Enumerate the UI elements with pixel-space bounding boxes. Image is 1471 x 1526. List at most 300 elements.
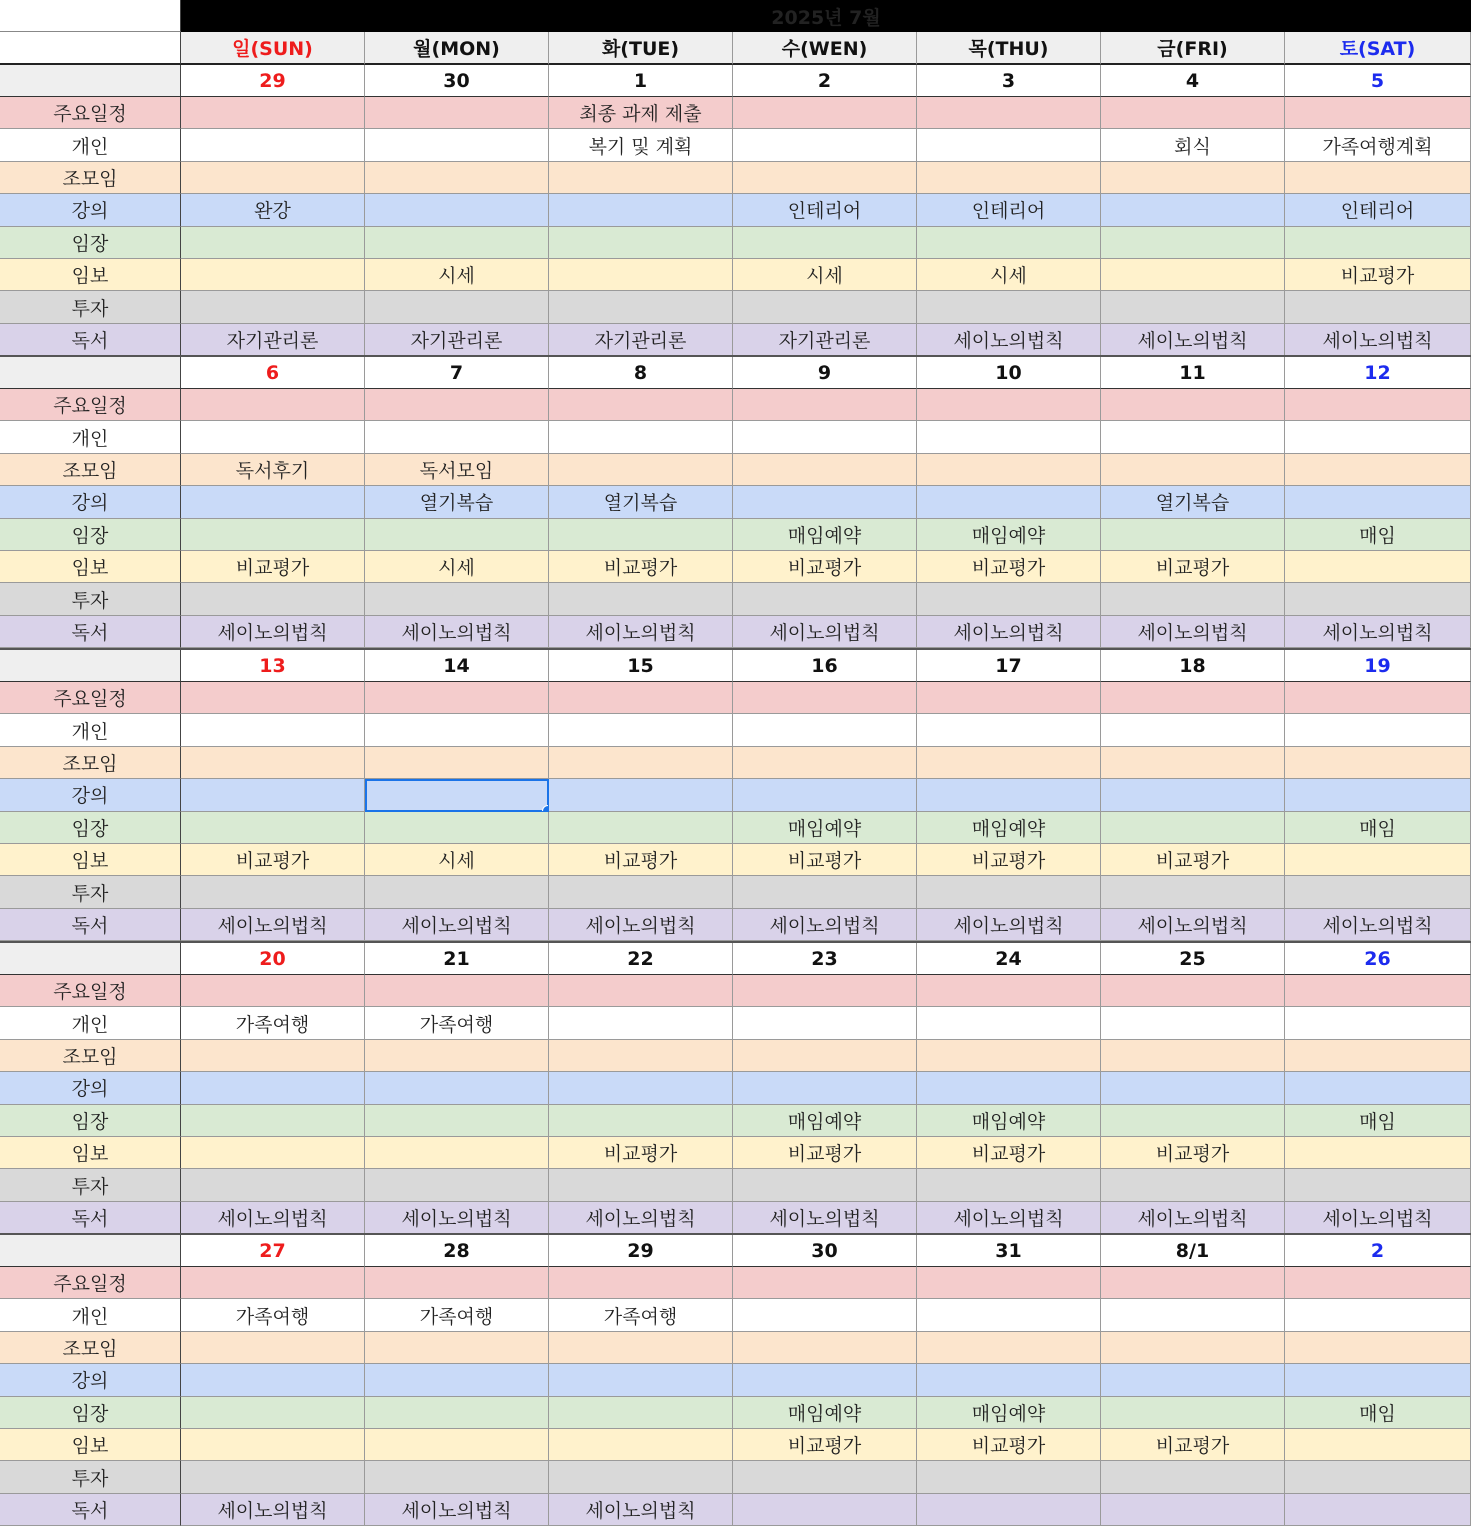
- schedule-cell[interactable]: [549, 583, 733, 615]
- category-label[interactable]: 강의: [0, 779, 181, 811]
- schedule-cell[interactable]: [733, 486, 917, 518]
- schedule-cell[interactable]: [549, 519, 733, 551]
- schedule-cell[interactable]: [181, 812, 365, 844]
- date-cell[interactable]: 17: [917, 650, 1101, 682]
- schedule-cell[interactable]: [1101, 1494, 1285, 1526]
- schedule-cell[interactable]: 세이노의법칙: [1101, 616, 1285, 648]
- schedule-cell[interactable]: 회식: [1101, 129, 1285, 161]
- schedule-cell[interactable]: [1285, 1299, 1471, 1331]
- schedule-cell[interactable]: 세이노의법칙: [1285, 616, 1471, 648]
- schedule-cell[interactable]: [917, 291, 1101, 323]
- schedule-cell[interactable]: [181, 1072, 365, 1104]
- schedule-cell[interactable]: [181, 421, 365, 453]
- schedule-cell[interactable]: [181, 227, 365, 259]
- schedule-cell[interactable]: 세이노의법칙: [1101, 1202, 1285, 1234]
- schedule-cell[interactable]: [1101, 1397, 1285, 1429]
- schedule-cell[interactable]: 복기 및 계획: [549, 129, 733, 161]
- category-label[interactable]: 주요일정: [0, 975, 181, 1007]
- schedule-cell[interactable]: [1285, 1040, 1471, 1072]
- schedule-cell[interactable]: [181, 486, 365, 518]
- schedule-cell[interactable]: [1101, 421, 1285, 453]
- schedule-cell[interactable]: [181, 1397, 365, 1429]
- schedule-cell[interactable]: [549, 162, 733, 194]
- schedule-cell[interactable]: [733, 1040, 917, 1072]
- schedule-cell[interactable]: 매임예약: [733, 519, 917, 551]
- schedule-cell[interactable]: [365, 1169, 549, 1201]
- schedule-cell[interactable]: [181, 714, 365, 746]
- schedule-cell[interactable]: 세이노의법칙: [549, 1202, 733, 1234]
- schedule-cell[interactable]: [549, 1461, 733, 1493]
- schedule-cell[interactable]: [549, 1040, 733, 1072]
- schedule-cell[interactable]: [181, 519, 365, 551]
- schedule-cell[interactable]: [1101, 682, 1285, 714]
- schedule-cell[interactable]: [733, 1494, 917, 1526]
- schedule-cell[interactable]: [1101, 1461, 1285, 1493]
- schedule-cell[interactable]: [181, 162, 365, 194]
- calendar-title[interactable]: 2025년 7월: [771, 6, 881, 29]
- schedule-cell[interactable]: [733, 454, 917, 486]
- schedule-cell[interactable]: [917, 129, 1101, 161]
- schedule-cell[interactable]: 시세: [365, 551, 549, 583]
- schedule-cell[interactable]: 매임예약: [917, 519, 1101, 551]
- schedule-cell[interactable]: [549, 714, 733, 746]
- schedule-cell[interactable]: [1101, 714, 1285, 746]
- schedule-cell[interactable]: 세이노의법칙: [917, 616, 1101, 648]
- schedule-cell[interactable]: [917, 583, 1101, 615]
- schedule-cell[interactable]: 세이노의법칙: [1101, 324, 1285, 356]
- schedule-cell[interactable]: [1101, 259, 1285, 291]
- schedule-cell[interactable]: 세이노의법칙: [917, 909, 1101, 941]
- date-cell[interactable]: 22: [549, 943, 733, 975]
- category-label[interactable]: 임장: [0, 1105, 181, 1137]
- schedule-cell[interactable]: [181, 583, 365, 615]
- date-cell[interactable]: 8: [549, 357, 733, 389]
- schedule-cell[interactable]: 매임예약: [733, 812, 917, 844]
- category-label[interactable]: 강의: [0, 1072, 181, 1104]
- schedule-cell[interactable]: 가족여행: [549, 1299, 733, 1331]
- schedule-cell[interactable]: [917, 1007, 1101, 1039]
- fill-handle[interactable]: [542, 805, 549, 812]
- schedule-cell[interactable]: [1285, 779, 1471, 811]
- date-cell[interactable]: 2: [1285, 1235, 1471, 1267]
- schedule-cell[interactable]: 세이노의법칙: [181, 1202, 365, 1234]
- schedule-cell[interactable]: [365, 1461, 549, 1493]
- schedule-cell[interactable]: 매임: [1285, 519, 1471, 551]
- schedule-cell[interactable]: 비교평가: [1101, 844, 1285, 876]
- date-row-label-cell[interactable]: [0, 1235, 181, 1267]
- schedule-cell[interactable]: [365, 1267, 549, 1299]
- category-label[interactable]: 강의: [0, 1364, 181, 1396]
- weekday-sun[interactable]: 일(SUN): [181, 32, 365, 65]
- schedule-cell[interactable]: 세이노의법칙: [365, 1494, 549, 1526]
- schedule-cell[interactable]: [1285, 389, 1471, 421]
- schedule-cell[interactable]: [733, 129, 917, 161]
- schedule-cell[interactable]: 세이노의법칙: [1285, 1202, 1471, 1234]
- schedule-cell[interactable]: [549, 1105, 733, 1137]
- schedule-cell[interactable]: [181, 1364, 365, 1396]
- schedule-cell[interactable]: [1101, 1364, 1285, 1396]
- schedule-cell[interactable]: [917, 1494, 1101, 1526]
- category-label[interactable]: 개인: [0, 1007, 181, 1039]
- date-cell[interactable]: 19: [1285, 650, 1471, 682]
- date-cell[interactable]: 29: [181, 65, 365, 97]
- schedule-cell[interactable]: [733, 1299, 917, 1331]
- schedule-cell[interactable]: 매임예약: [733, 1105, 917, 1137]
- schedule-cell[interactable]: 인테리어: [733, 194, 917, 226]
- schedule-cell[interactable]: [1101, 747, 1285, 779]
- schedule-cell[interactable]: 세이노의법칙: [1101, 909, 1285, 941]
- date-row-label-cell[interactable]: [0, 650, 181, 682]
- category-label[interactable]: 조모임: [0, 454, 181, 486]
- schedule-cell[interactable]: [181, 1429, 365, 1461]
- schedule-cell[interactable]: [549, 747, 733, 779]
- schedule-cell[interactable]: [181, 1169, 365, 1201]
- schedule-cell[interactable]: 독서모임: [365, 454, 549, 486]
- category-label[interactable]: 임보: [0, 1137, 181, 1169]
- schedule-cell[interactable]: 시세: [733, 259, 917, 291]
- schedule-cell[interactable]: [733, 747, 917, 779]
- schedule-cell[interactable]: 시세: [917, 259, 1101, 291]
- schedule-cell[interactable]: [365, 1137, 549, 1169]
- schedule-cell[interactable]: 매임예약: [917, 1397, 1101, 1429]
- date-cell[interactable]: 12: [1285, 357, 1471, 389]
- date-cell[interactable]: 26: [1285, 943, 1471, 975]
- schedule-cell[interactable]: [549, 389, 733, 421]
- category-label[interactable]: 투자: [0, 583, 181, 615]
- schedule-cell[interactable]: [181, 1137, 365, 1169]
- schedule-cell[interactable]: [181, 779, 365, 811]
- schedule-cell[interactable]: 자기관리론: [181, 324, 365, 356]
- schedule-cell[interactable]: [1101, 97, 1285, 129]
- schedule-cell[interactable]: 세이노의법칙: [365, 616, 549, 648]
- schedule-cell[interactable]: 비교평가: [917, 844, 1101, 876]
- schedule-cell[interactable]: [365, 812, 549, 844]
- schedule-cell[interactable]: 매임예약: [917, 812, 1101, 844]
- schedule-cell[interactable]: 비교평가: [1101, 1429, 1285, 1461]
- schedule-cell[interactable]: [1101, 1299, 1285, 1331]
- schedule-cell[interactable]: [365, 876, 549, 908]
- date-cell[interactable]: 30: [365, 65, 549, 97]
- schedule-cell[interactable]: [917, 975, 1101, 1007]
- schedule-cell[interactable]: [733, 421, 917, 453]
- schedule-cell[interactable]: [1285, 583, 1471, 615]
- schedule-cell[interactable]: [365, 1072, 549, 1104]
- schedule-cell[interactable]: [181, 1332, 365, 1364]
- schedule-cell[interactable]: [917, 779, 1101, 811]
- date-row-label-cell[interactable]: [0, 943, 181, 975]
- schedule-cell[interactable]: [917, 421, 1101, 453]
- schedule-cell[interactable]: [1101, 227, 1285, 259]
- schedule-cell[interactable]: [1285, 551, 1471, 583]
- schedule-cell[interactable]: 비교평가: [1285, 259, 1471, 291]
- schedule-cell[interactable]: [181, 747, 365, 779]
- category-label[interactable]: 임보: [0, 844, 181, 876]
- corner-cell[interactable]: [0, 0, 181, 32]
- schedule-cell[interactable]: [365, 194, 549, 226]
- schedule-cell[interactable]: 자기관리론: [365, 324, 549, 356]
- schedule-cell[interactable]: [733, 1267, 917, 1299]
- category-label[interactable]: 임보: [0, 551, 181, 583]
- schedule-cell[interactable]: 매임: [1285, 1105, 1471, 1137]
- schedule-cell[interactable]: 비교평가: [733, 844, 917, 876]
- date-cell[interactable]: 30: [733, 1235, 917, 1267]
- schedule-cell[interactable]: [733, 227, 917, 259]
- schedule-cell[interactable]: 비교평가: [917, 1137, 1101, 1169]
- schedule-cell[interactable]: 열기복습: [365, 486, 549, 518]
- schedule-cell[interactable]: [1285, 227, 1471, 259]
- date-row-label-cell[interactable]: [0, 65, 181, 97]
- category-label[interactable]: 투자: [0, 1461, 181, 1493]
- schedule-cell[interactable]: [917, 227, 1101, 259]
- schedule-cell[interactable]: [1101, 1169, 1285, 1201]
- schedule-cell[interactable]: [1101, 779, 1285, 811]
- date-cell[interactable]: 14: [365, 650, 549, 682]
- schedule-cell[interactable]: [1285, 1267, 1471, 1299]
- schedule-cell[interactable]: [549, 1267, 733, 1299]
- schedule-cell[interactable]: [1285, 844, 1471, 876]
- date-cell[interactable]: 27: [181, 1235, 365, 1267]
- date-cell[interactable]: 16: [733, 650, 917, 682]
- schedule-cell[interactable]: [549, 1364, 733, 1396]
- schedule-cell[interactable]: [917, 1169, 1101, 1201]
- schedule-cell[interactable]: [1101, 812, 1285, 844]
- schedule-cell[interactable]: [1101, 162, 1285, 194]
- schedule-cell[interactable]: 인테리어: [917, 194, 1101, 226]
- schedule-cell[interactable]: [181, 129, 365, 161]
- category-label[interactable]: 주요일정: [0, 1267, 181, 1299]
- category-label[interactable]: 조모임: [0, 1332, 181, 1364]
- schedule-cell[interactable]: [549, 1429, 733, 1461]
- schedule-cell[interactable]: 매임: [1285, 812, 1471, 844]
- schedule-cell[interactable]: [549, 812, 733, 844]
- schedule-cell[interactable]: [1285, 747, 1471, 779]
- schedule-cell[interactable]: [1101, 1332, 1285, 1364]
- schedule-cell[interactable]: 열기복습: [549, 486, 733, 518]
- schedule-cell[interactable]: [181, 291, 365, 323]
- schedule-cell[interactable]: [1101, 1007, 1285, 1039]
- schedule-cell[interactable]: [181, 1040, 365, 1072]
- schedule-cell[interactable]: [917, 1299, 1101, 1331]
- schedule-cell[interactable]: [365, 1040, 549, 1072]
- schedule-cell[interactable]: 비교평가: [1101, 1137, 1285, 1169]
- schedule-cell[interactable]: [733, 876, 917, 908]
- date-cell[interactable]: 15: [549, 650, 733, 682]
- schedule-cell[interactable]: [1285, 454, 1471, 486]
- schedule-cell[interactable]: 비교평가: [549, 844, 733, 876]
- category-label[interactable]: 독서: [0, 616, 181, 648]
- schedule-cell[interactable]: [733, 1461, 917, 1493]
- schedule-cell[interactable]: [365, 421, 549, 453]
- date-cell[interactable]: 13: [181, 650, 365, 682]
- schedule-cell[interactable]: [549, 1072, 733, 1104]
- schedule-cell[interactable]: [549, 876, 733, 908]
- date-cell[interactable]: 4: [1101, 65, 1285, 97]
- schedule-cell[interactable]: [917, 486, 1101, 518]
- schedule-cell[interactable]: [733, 682, 917, 714]
- schedule-cell[interactable]: [181, 876, 365, 908]
- schedule-cell[interactable]: 비교평가: [917, 1429, 1101, 1461]
- schedule-cell[interactable]: [733, 1072, 917, 1104]
- schedule-cell[interactable]: 완강: [181, 194, 365, 226]
- weekday-sat[interactable]: 토(SAT): [1285, 32, 1471, 65]
- category-label[interactable]: 임장: [0, 519, 181, 551]
- schedule-cell[interactable]: [181, 1105, 365, 1137]
- schedule-cell[interactable]: 자기관리론: [549, 324, 733, 356]
- schedule-cell[interactable]: [365, 975, 549, 1007]
- category-label[interactable]: 임장: [0, 227, 181, 259]
- schedule-cell[interactable]: [365, 291, 549, 323]
- schedule-cell[interactable]: 시세: [365, 259, 549, 291]
- schedule-cell[interactable]: [365, 1105, 549, 1137]
- schedule-cell[interactable]: [365, 1332, 549, 1364]
- schedule-cell[interactable]: [549, 682, 733, 714]
- schedule-cell[interactable]: [733, 97, 917, 129]
- schedule-cell[interactable]: [365, 583, 549, 615]
- category-label[interactable]: 독서: [0, 909, 181, 941]
- schedule-cell[interactable]: 세이노의법칙: [549, 1494, 733, 1526]
- schedule-cell[interactable]: [365, 1364, 549, 1396]
- schedule-cell[interactable]: [549, 779, 733, 811]
- schedule-cell[interactable]: 자기관리론: [733, 324, 917, 356]
- schedule-cell[interactable]: 세이노의법칙: [181, 616, 365, 648]
- schedule-cell[interactable]: 세이노의법칙: [181, 909, 365, 941]
- schedule-cell[interactable]: [733, 1169, 917, 1201]
- category-label[interactable]: 강의: [0, 194, 181, 226]
- weekday-mon[interactable]: 월(MON): [365, 32, 549, 65]
- schedule-cell[interactable]: [1285, 421, 1471, 453]
- schedule-cell[interactable]: 비교평가: [733, 1137, 917, 1169]
- category-label[interactable]: 개인: [0, 714, 181, 746]
- category-label[interactable]: 임보: [0, 1429, 181, 1461]
- schedule-cell[interactable]: [917, 747, 1101, 779]
- category-label[interactable]: 개인: [0, 421, 181, 453]
- schedule-cell[interactable]: [1101, 1040, 1285, 1072]
- schedule-cell[interactable]: [181, 389, 365, 421]
- schedule-cell[interactable]: [733, 162, 917, 194]
- category-label[interactable]: 조모임: [0, 1040, 181, 1072]
- date-cell[interactable]: 28: [365, 1235, 549, 1267]
- schedule-cell[interactable]: [1285, 1169, 1471, 1201]
- schedule-cell[interactable]: 매임: [1285, 1397, 1471, 1429]
- schedule-cell[interactable]: [549, 421, 733, 453]
- schedule-cell[interactable]: 매임예약: [733, 1397, 917, 1429]
- schedule-cell[interactable]: [1101, 291, 1285, 323]
- schedule-cell[interactable]: [917, 389, 1101, 421]
- schedule-cell[interactable]: [733, 714, 917, 746]
- weekday-wed[interactable]: 수(WEN): [733, 32, 917, 65]
- schedule-cell[interactable]: 가족여행: [181, 1007, 365, 1039]
- schedule-cell[interactable]: [1285, 682, 1471, 714]
- schedule-cell[interactable]: [549, 454, 733, 486]
- date-cell[interactable]: 10: [917, 357, 1101, 389]
- schedule-cell[interactable]: [1285, 1332, 1471, 1364]
- schedule-cell[interactable]: [733, 1007, 917, 1039]
- date-cell[interactable]: 29: [549, 1235, 733, 1267]
- schedule-cell[interactable]: 시세: [365, 844, 549, 876]
- schedule-cell[interactable]: [1101, 389, 1285, 421]
- date-cell[interactable]: 23: [733, 943, 917, 975]
- schedule-cell[interactable]: [365, 227, 549, 259]
- schedule-cell[interactable]: [917, 1332, 1101, 1364]
- schedule-cell[interactable]: [733, 583, 917, 615]
- schedule-cell[interactable]: 열기복습: [1101, 486, 1285, 518]
- schedule-cell[interactable]: 최종 과제 제출: [549, 97, 733, 129]
- schedule-cell[interactable]: [1101, 454, 1285, 486]
- schedule-cell[interactable]: [181, 975, 365, 1007]
- date-cell[interactable]: 11: [1101, 357, 1285, 389]
- category-label[interactable]: 주요일정: [0, 389, 181, 421]
- schedule-cell[interactable]: [365, 1397, 549, 1429]
- schedule-cell[interactable]: [733, 1364, 917, 1396]
- schedule-cell[interactable]: [917, 162, 1101, 194]
- schedule-cell[interactable]: [181, 682, 365, 714]
- schedule-cell[interactable]: [549, 194, 733, 226]
- schedule-cell[interactable]: [549, 1332, 733, 1364]
- schedule-cell[interactable]: [917, 682, 1101, 714]
- date-cell[interactable]: 8/1: [1101, 1235, 1285, 1267]
- date-cell[interactable]: 3: [917, 65, 1101, 97]
- date-cell[interactable]: 18: [1101, 650, 1285, 682]
- category-label[interactable]: 주요일정: [0, 97, 181, 129]
- schedule-cell[interactable]: [1285, 1494, 1471, 1526]
- schedule-cell[interactable]: [917, 876, 1101, 908]
- schedule-cell[interactable]: 세이노의법칙: [549, 616, 733, 648]
- schedule-cell[interactable]: [549, 291, 733, 323]
- schedule-cell[interactable]: [1285, 876, 1471, 908]
- schedule-cell[interactable]: [1101, 1072, 1285, 1104]
- category-label[interactable]: 개인: [0, 129, 181, 161]
- schedule-cell[interactable]: [917, 1267, 1101, 1299]
- schedule-cell[interactable]: 매임예약: [917, 1105, 1101, 1137]
- schedule-cell[interactable]: [365, 519, 549, 551]
- selected-cell[interactable]: [365, 779, 549, 811]
- date-cell[interactable]: 6: [181, 357, 365, 389]
- schedule-cell[interactable]: [365, 97, 549, 129]
- schedule-cell[interactable]: [1101, 975, 1285, 1007]
- schedule-cell[interactable]: 세이노의법칙: [181, 1494, 365, 1526]
- schedule-cell[interactable]: [733, 779, 917, 811]
- schedule-cell[interactable]: [917, 1364, 1101, 1396]
- schedule-cell[interactable]: [181, 259, 365, 291]
- schedule-cell[interactable]: 세이노의법칙: [917, 324, 1101, 356]
- schedule-cell[interactable]: [917, 1040, 1101, 1072]
- schedule-cell[interactable]: [549, 227, 733, 259]
- schedule-cell[interactable]: [365, 129, 549, 161]
- schedule-cell[interactable]: [549, 1397, 733, 1429]
- schedule-cell[interactable]: 비교평가: [549, 551, 733, 583]
- schedule-cell[interactable]: 비교평가: [181, 844, 365, 876]
- schedule-cell[interactable]: [1101, 876, 1285, 908]
- schedule-cell[interactable]: [917, 97, 1101, 129]
- schedule-cell[interactable]: [365, 1429, 549, 1461]
- schedule-cell[interactable]: [181, 1461, 365, 1493]
- schedule-cell[interactable]: [365, 682, 549, 714]
- schedule-cell[interactable]: 가족여행: [365, 1007, 549, 1039]
- schedule-cell[interactable]: [917, 454, 1101, 486]
- schedule-cell[interactable]: [549, 1007, 733, 1039]
- weekday-tue[interactable]: 화(TUE): [549, 32, 733, 65]
- date-cell[interactable]: 2: [733, 65, 917, 97]
- schedule-cell[interactable]: [365, 162, 549, 194]
- date-row-label-cell[interactable]: [0, 357, 181, 389]
- schedule-cell[interactable]: [917, 1072, 1101, 1104]
- schedule-cell[interactable]: [733, 1332, 917, 1364]
- category-label[interactable]: 조모임: [0, 747, 181, 779]
- schedule-cell[interactable]: 세이노의법칙: [365, 1202, 549, 1234]
- schedule-cell[interactable]: [365, 389, 549, 421]
- date-cell[interactable]: 25: [1101, 943, 1285, 975]
- schedule-cell[interactable]: [1285, 291, 1471, 323]
